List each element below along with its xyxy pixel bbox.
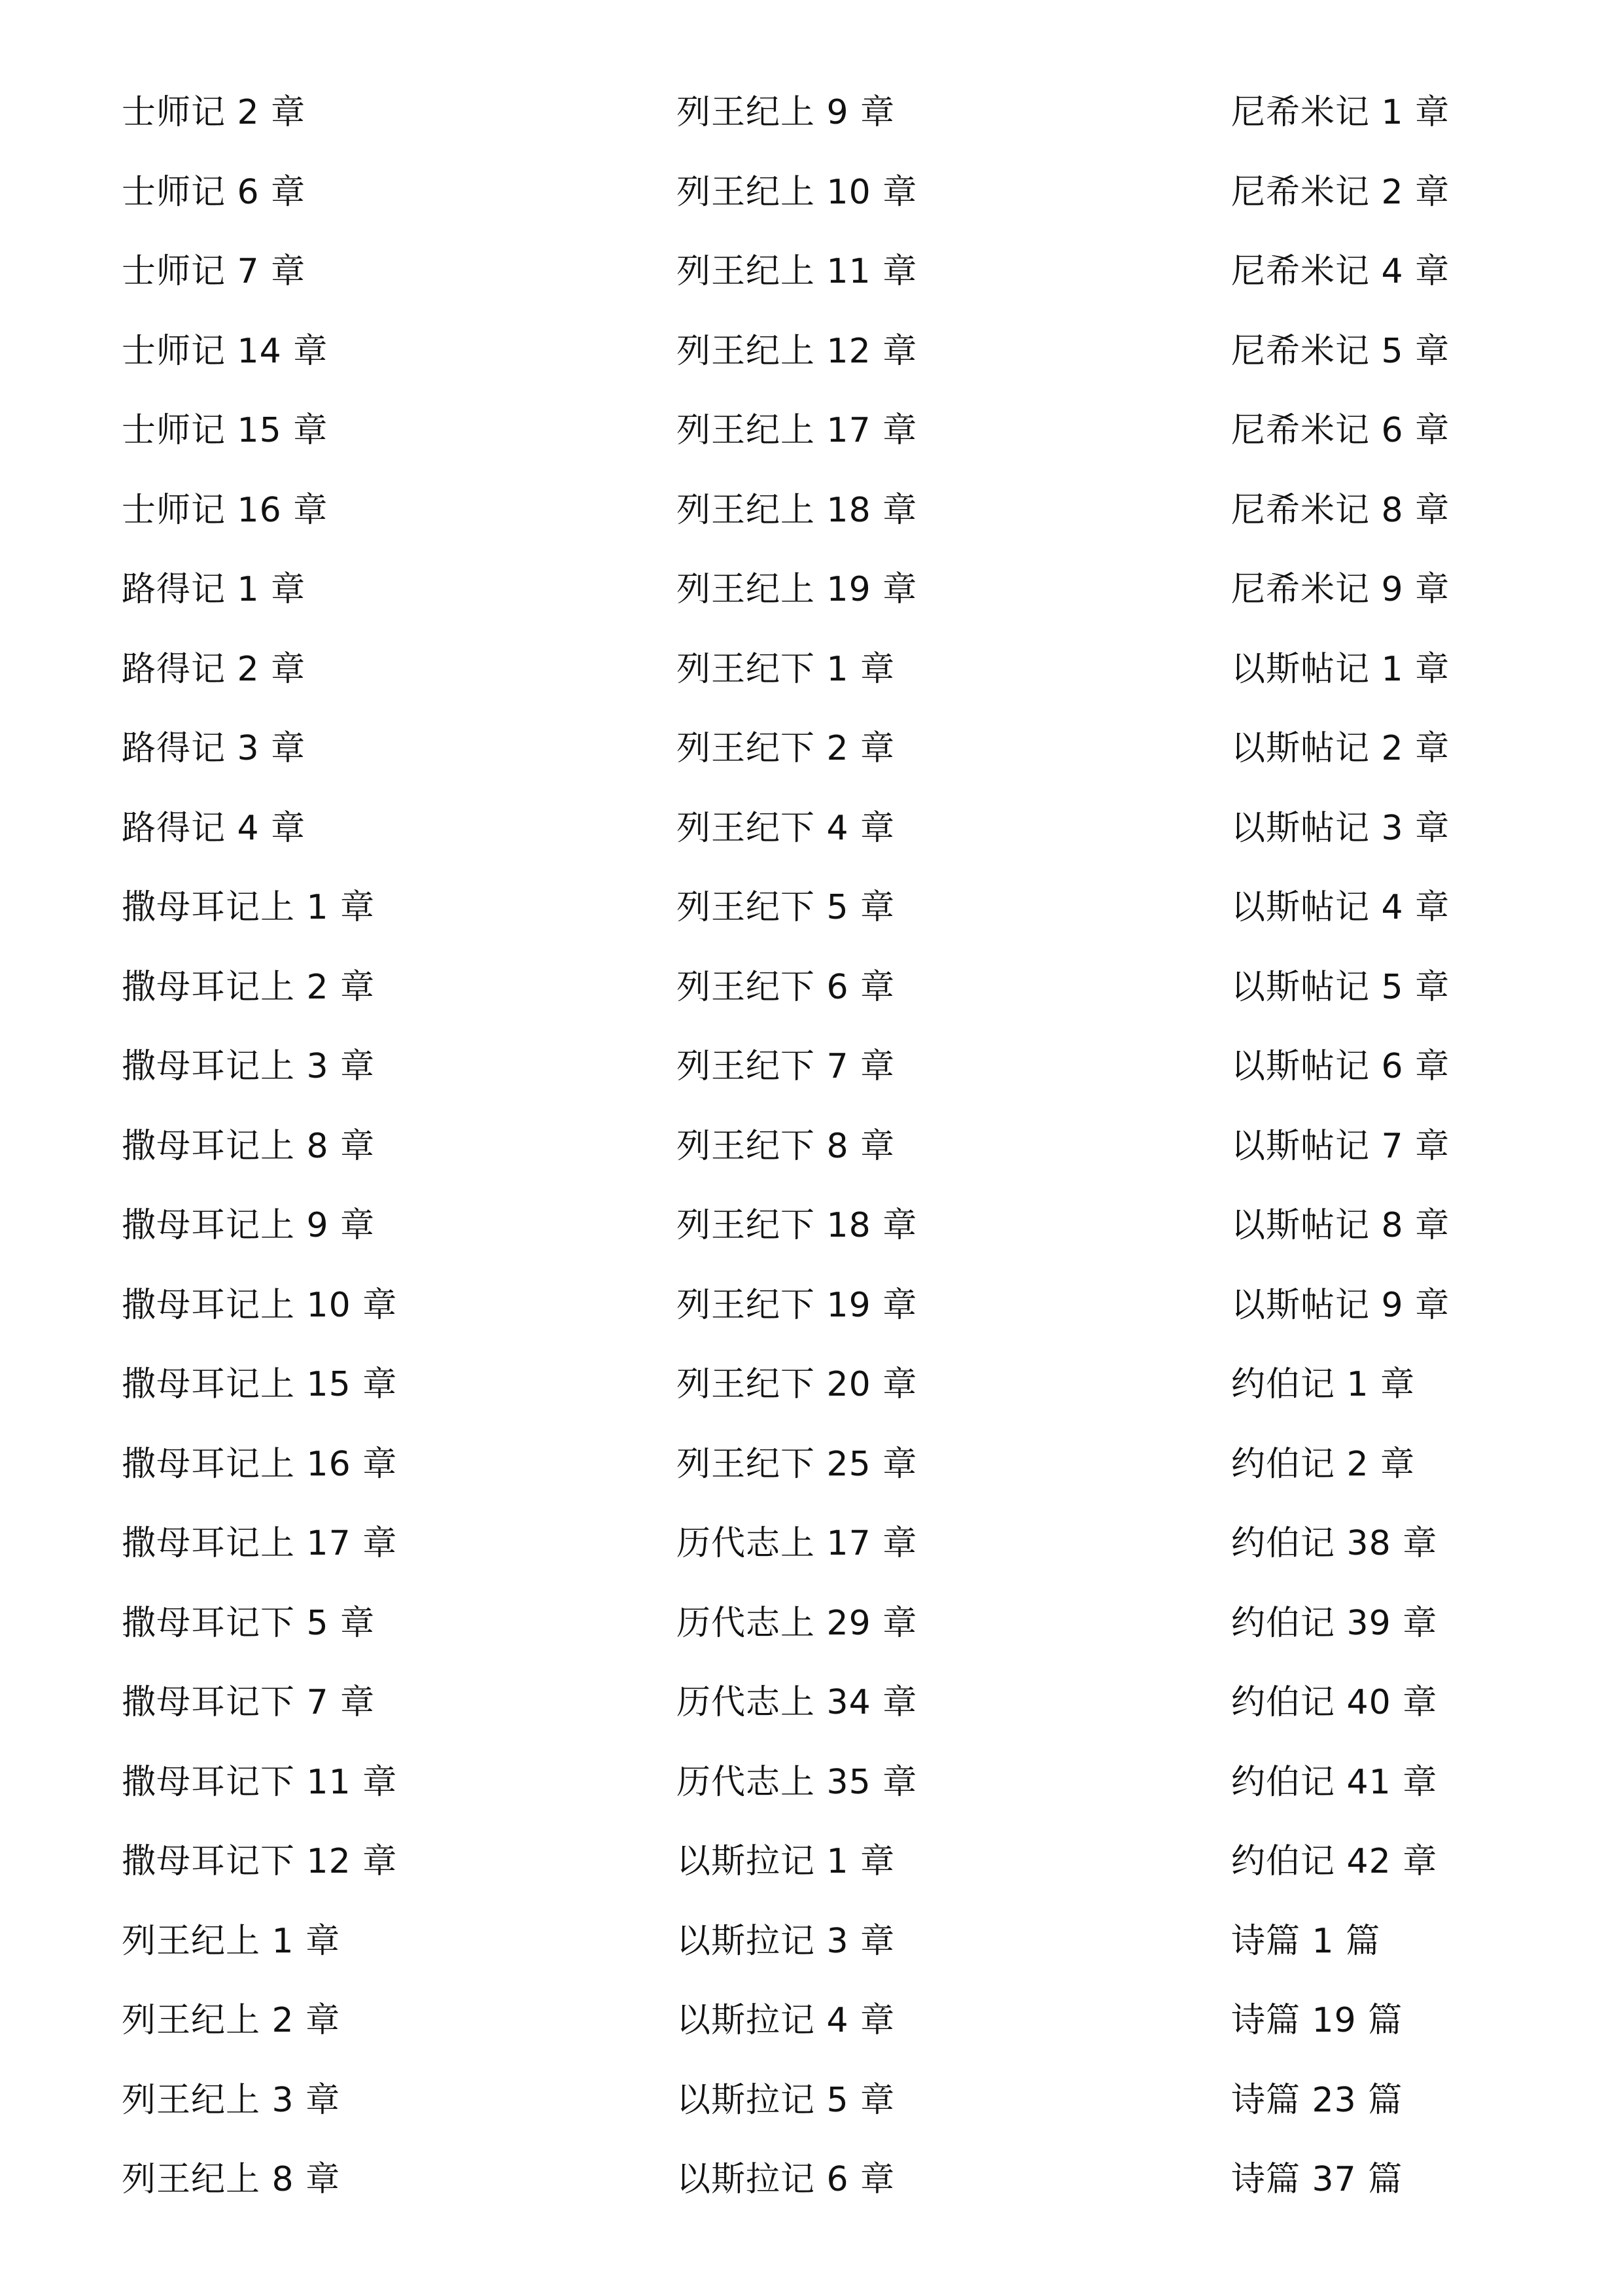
reading-entry: 士师记 7 章 xyxy=(122,252,306,291)
reading-entry: 诗篇 37 篇 xyxy=(1231,2160,1403,2199)
reading-entry: 路得记 1 章 xyxy=(122,570,306,609)
reading-entry: 士师记 16 章 xyxy=(122,490,328,530)
reading-entry: 列王纪下 8 章 xyxy=(676,1126,896,1166)
reading-entry: 路得记 2 章 xyxy=(122,649,306,689)
reading-entry: 列王纪下 6 章 xyxy=(676,967,896,1007)
reading-entry: 撒母耳记下 7 章 xyxy=(122,1683,375,1722)
reading-entry: 约伯记 41 章 xyxy=(1231,1762,1438,1802)
reading-entry: 约伯记 2 章 xyxy=(1231,1444,1416,1484)
reading-entry: 以斯帖记 5 章 xyxy=(1231,967,1450,1007)
reading-entry: 撒母耳记上 3 章 xyxy=(122,1047,375,1086)
reading-entry: 历代志上 17 章 xyxy=(676,1524,918,1563)
reading-entry: 以斯帖记 2 章 xyxy=(1231,729,1450,768)
reading-entry: 以斯帖记 8 章 xyxy=(1231,1206,1450,1245)
reading-entry: 列王纪上 8 章 xyxy=(122,2160,341,2199)
column-1 xyxy=(122,86,619,2233)
reading-entry: 以斯帖记 3 章 xyxy=(1231,808,1450,848)
reading-entry: 撒母耳记上 9 章 xyxy=(122,1206,375,1245)
reading-entry: 列王纪下 20 章 xyxy=(676,1365,918,1404)
reading-entry: 列王纪上 2 章 xyxy=(122,2001,341,2040)
reading-entry: 诗篇 23 篇 xyxy=(1231,2080,1403,2120)
column-2 xyxy=(676,86,1174,2233)
reading-entry: 撒母耳记上 1 章 xyxy=(122,888,375,927)
reading-entry: 列王纪下 5 章 xyxy=(676,888,896,927)
reading-entry: 撒母耳记上 8 章 xyxy=(122,1126,375,1166)
reading-entry: 列王纪上 19 章 xyxy=(676,570,918,609)
reading-entry: 撒母耳记上 15 章 xyxy=(122,1365,398,1404)
reading-entry: 列王纪上 9 章 xyxy=(676,93,896,132)
reading-entry: 历代志上 34 章 xyxy=(676,1683,918,1722)
reading-entry: 列王纪下 7 章 xyxy=(676,1047,896,1086)
reading-entry: 列王纪下 2 章 xyxy=(676,729,896,768)
reading-entry: 历代志上 35 章 xyxy=(676,1762,918,1802)
reading-entry: 约伯记 1 章 xyxy=(1231,1365,1416,1404)
reading-entry: 约伯记 40 章 xyxy=(1231,1683,1438,1722)
reading-entry: 列王纪上 3 章 xyxy=(122,2080,341,2120)
reading-entry: 以斯帖记 4 章 xyxy=(1231,888,1450,927)
reading-entry: 士师记 6 章 xyxy=(122,172,306,212)
reading-entry: 列王纪下 18 章 xyxy=(676,1206,918,1245)
reading-entry: 以斯拉记 5 章 xyxy=(676,2080,896,2120)
reading-entry: 士师记 15 章 xyxy=(122,411,328,450)
reading-entry: 撒母耳记下 12 章 xyxy=(122,1842,398,1881)
reading-entry: 撒母耳记上 10 章 xyxy=(122,1285,398,1325)
reading-entry: 以斯拉记 1 章 xyxy=(676,1842,896,1881)
reading-entry: 以斯帖记 9 章 xyxy=(1231,1285,1450,1325)
reading-entry: 撒母耳记下 11 章 xyxy=(122,1762,398,1802)
reading-entry: 约伯记 38 章 xyxy=(1231,1524,1438,1563)
reading-entry: 列王纪上 18 章 xyxy=(676,490,918,530)
reading-entry: 尼希米记 9 章 xyxy=(1231,570,1450,609)
reading-entry: 尼希米记 2 章 xyxy=(1231,172,1450,212)
column-3 xyxy=(1231,86,1623,2233)
reading-entry: 列王纪上 17 章 xyxy=(676,411,918,450)
reading-entry: 撒母耳记上 2 章 xyxy=(122,967,375,1007)
reading-entry: 列王纪下 1 章 xyxy=(676,649,896,689)
reading-entry: 士师记 14 章 xyxy=(122,331,328,371)
reading-entry: 以斯帖记 6 章 xyxy=(1231,1047,1450,1086)
reading-entry: 列王纪上 10 章 xyxy=(676,172,918,212)
reading-entry: 士师记 2 章 xyxy=(122,93,306,132)
reading-entry: 诗篇 1 篇 xyxy=(1231,1921,1381,1961)
reading-entry: 撒母耳记上 17 章 xyxy=(122,1524,398,1563)
reading-entry: 路得记 3 章 xyxy=(122,729,306,768)
reading-entry: 列王纪上 12 章 xyxy=(676,331,918,371)
reading-entry: 尼希米记 6 章 xyxy=(1231,411,1450,450)
reading-entry: 尼希米记 5 章 xyxy=(1231,331,1450,371)
reading-entry: 列王纪上 1 章 xyxy=(122,1921,341,1961)
reading-entry: 路得记 4 章 xyxy=(122,808,306,848)
reading-entry: 尼希米记 8 章 xyxy=(1231,490,1450,530)
reading-entry: 约伯记 39 章 xyxy=(1231,1603,1438,1643)
reading-entry: 尼希米记 1 章 xyxy=(1231,93,1450,132)
reading-entry: 列王纪下 4 章 xyxy=(676,808,896,848)
reading-entry: 列王纪下 25 章 xyxy=(676,1444,918,1484)
reading-entry: 历代志上 29 章 xyxy=(676,1603,918,1643)
reading-entry: 以斯拉记 6 章 xyxy=(676,2160,896,2199)
reading-entry: 以斯帖记 1 章 xyxy=(1231,649,1450,689)
reading-entry: 尼希米记 4 章 xyxy=(1231,252,1450,291)
reading-entry: 以斯拉记 3 章 xyxy=(676,1921,896,1961)
reading-entry: 诗篇 19 篇 xyxy=(1231,2001,1403,2040)
reading-entry: 撒母耳记下 5 章 xyxy=(122,1603,375,1643)
reading-entry: 以斯拉记 4 章 xyxy=(676,2001,896,2040)
reading-entry: 列王纪上 11 章 xyxy=(676,252,918,291)
reading-entry: 列王纪下 19 章 xyxy=(676,1285,918,1325)
reading-entry: 以斯帖记 7 章 xyxy=(1231,1126,1450,1166)
reading-entry: 约伯记 42 章 xyxy=(1231,1842,1438,1881)
reading-entry: 撒母耳记上 16 章 xyxy=(122,1444,398,1484)
